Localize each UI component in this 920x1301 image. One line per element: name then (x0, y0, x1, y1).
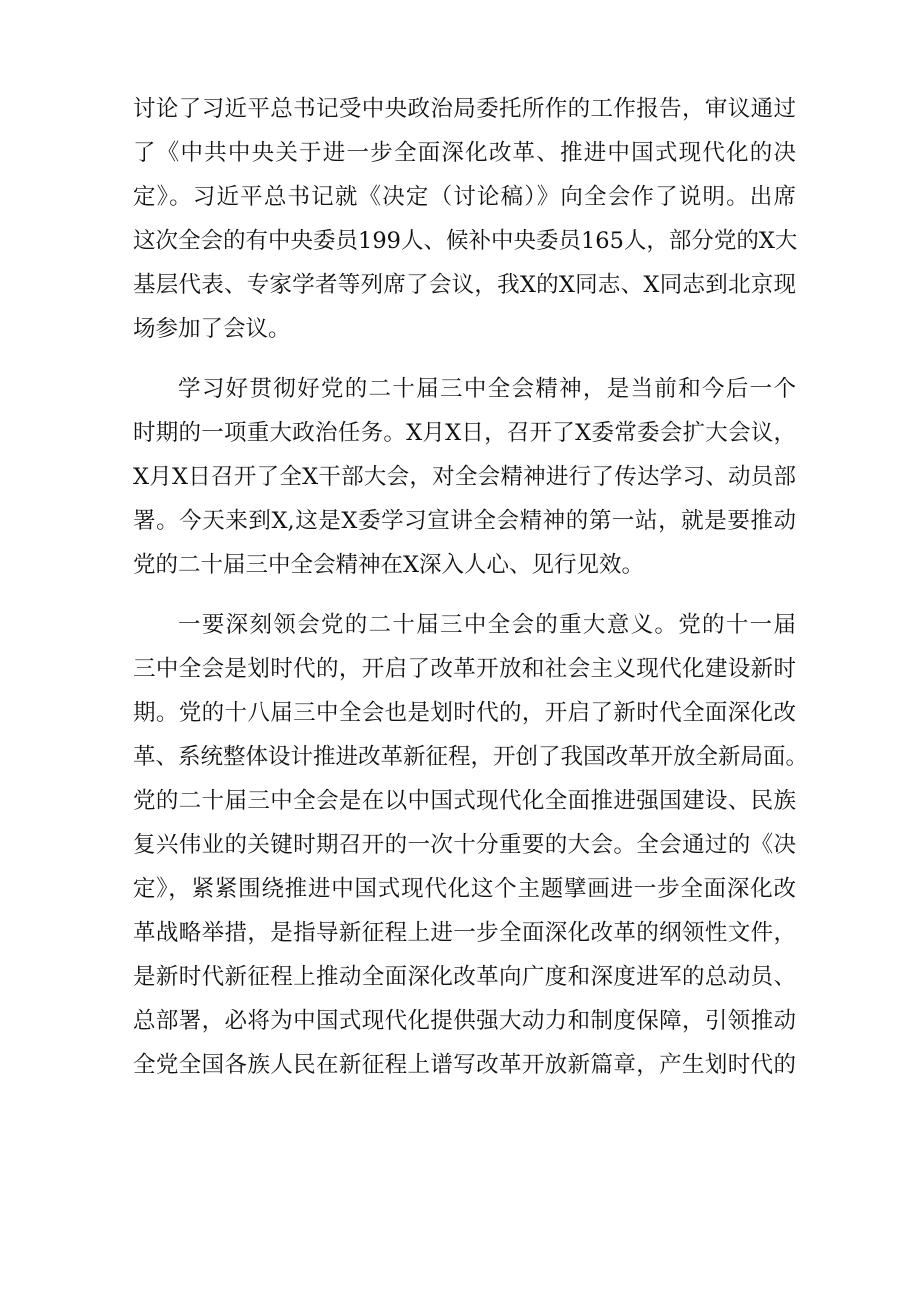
text-line: 革战略举措，是指导新征程上进一步全面深化改革的纲领性文件， (133, 920, 796, 946)
text-line: 期。党的十八届三中全会也是划时代的，开启了新时代全面深化改 (133, 700, 796, 726)
text-line: 三中全会是划时代的，开启了改革开放和社会主义现代化建设新时 (133, 656, 796, 682)
text-line: 了《中共中央关于进一步全面深化改革、推进中国式现代化的决 (133, 140, 796, 166)
text-line: 党的二十届三中全会精神在X深入人心、见行见效。 (133, 552, 645, 578)
text-line: 复兴伟业的关键时期召开的一次十分重要的大会。全会通过的《决 (133, 832, 796, 858)
text-line: 学习好贯彻好党的二十届三中全会精神，是当前和今后一个 (178, 376, 796, 402)
text-line: 基层代表、专家学者等列席了会议，我X的X同志、X同志到北京现 (133, 272, 796, 298)
text-line: 全党全国各族人民在新征程上谱写改革开放新篇章，产生划时代的 (133, 1052, 796, 1078)
text-line: 是新时代新征程上推动全面深化改革向广度和深度进军的总动员、 (133, 964, 796, 990)
text-line: X月X日召开了全X干部大会，对全会精神进行了传达学习、动员部 (133, 464, 796, 490)
text-line: 定》。习近平总书记就《决定（讨论稿）》向全会作了说明。出席 (133, 184, 796, 210)
text-line: 讨论了习近平总书记受中央政治局委托所作的工作报告，审议通过 (133, 96, 796, 122)
text-line: 定》，紧紧围绕推进中国式现代化这个主题擘画进一步全面深化改 (133, 876, 796, 902)
text-line: 党的二十届三中全会是在以中国式现代化全面推进强国建设、民族 (133, 788, 796, 814)
text-line: 时期的一项重大政治任务。X月X日，召开了X委常委会扩大会议， (133, 420, 796, 446)
text-line: 革、系统整体设计推进改革新征程，开创了我国改革开放全新局面。 (133, 744, 809, 770)
text-line: 署。今天来到X,这是X委学习宣讲全会精神的第一站，就是要推动 (133, 508, 796, 534)
text-line: 场参加了会议。 (133, 316, 291, 342)
text-line: 总部署，必将为中国式现代化提供强大动力和制度保障，引领推动 (133, 1008, 796, 1034)
text-line: 一要深刻领会党的二十届三中全会的重大意义。党的十一届 (178, 612, 796, 638)
text-line: 这次全会的有中央委员199人、候补中央委员165人，部分党的X大 (133, 228, 798, 254)
